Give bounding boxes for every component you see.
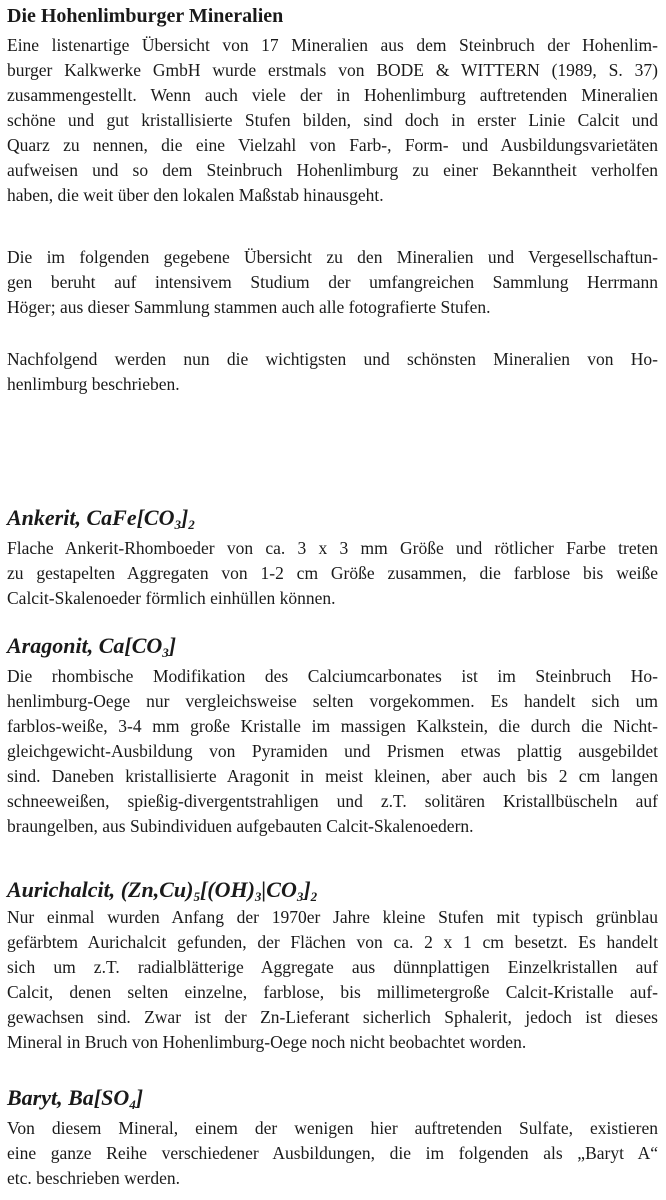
text-line: sich um z.T. radialblätterige Aggregate aus dünnplattigen Einzelkristallen auf [7,957,658,977]
text-line: Die im folgenden gegebene Übersicht zu den Mineralien und Vergesellschaftun- [7,247,658,267]
mineral-name: Ankerit, [7,505,81,530]
text-line: etc. beschrieben werden. [7,1168,180,1188]
text-line: zusammengestellt. Wenn auch viele der in Hohenlimburg auftretenden Mineralien [7,85,658,105]
page-title: Die Hohenlimburger Mineralien [7,5,284,27]
text-line: gefärbtem Aurichalcit gefunden, der Flächen von ca. 2 x 1 cm besetzt. Es handelt [7,932,658,952]
text-line: schöne und gut kristallisierte Stufen bilden, sind doch in erster Linie Calcit und [7,110,658,130]
text-line: eine ganze Reihe verschiedener Ausbildungen, die im folgenden als „Baryt A“ [7,1143,658,1163]
mineral-name: Baryt, [7,1085,63,1110]
mineral-description-ankerit [7,536,658,611]
text-line: gleichgewicht-Ausbildung von Pyramiden und Prismen etwas plattig ausgebildet [7,741,658,761]
text-line: haben, die weit über den lokalen Maßstab hinausgeht. [7,185,384,205]
text-line: Von diesem Mineral, einem der wenigen hier auftretenden Sulfate, existieren [7,1118,658,1138]
mineral-description-aurichalcit [7,905,658,1055]
text-line: Quarz zu nennen, die eine Vielzahl von Farb-, Form- und Ausbildungsvarietäten [7,135,658,155]
text-line: zu gestapelten Aggregaten von 1-2 cm Größe zusammen, die farblose bis weiße [7,563,658,583]
text-line: Eine listenartige Übersicht von 17 Mineralien aus dem Steinbruch der Hohenlim- [7,35,658,55]
mineral-description-aragonit [7,664,658,839]
text-line: schneeweißen, spießig-divergentstrahligen und z.T. solitären Kristallbüscheln auf [7,791,658,811]
mineral-heading-baryt [7,1084,143,1112]
mineral-heading-ankerit [7,504,195,532]
mineral-formula: $Ca[CO_3]$ [98,633,177,660]
intro-paragraph-2 [7,245,658,320]
text-line: Nachfolgend werden nun die wichtigsten und schönsten Mineralien von Ho- [7,349,658,369]
text-line: gewachsen sind. Zwar ist der Zn-Lieferant sicherlich Sphalerit, jedoch ist dieses [7,1007,658,1027]
text-line: aufweisen und so dem Steinbruch Hohenlimburg zu einer Bekanntheit verholfen [7,160,658,180]
text-line: Calcit-Skalenoeder förmlich einhüllen können. [7,588,336,608]
text-line: Calcit, denen selten einzelne, farblose, bis millimetergroße Calcit-Kristalle auf- [7,982,658,1002]
mineral-formula: $CaFe[CO_3]_2$ [86,505,195,532]
mineral-heading-aurichalcit [7,876,317,904]
text-line: farblos-weiße, 3-4 mm große Kristalle im massigen Kalkstein, die durch die Nicht- [7,716,658,736]
text-line: Nur einmal wurden Anfang der 1970er Jahre kleine Stufen mit typisch grünblau [7,907,658,927]
mineral-formula: $Ba[SO_4]$ [68,1085,144,1112]
text-line: henlimburg-Oege nur vergleichsweise selten vorgekommen. Es handelt sich um [7,691,658,711]
text-line: Mineral in Bruch von Hohenlimburg-Oege noch nicht beobachtet worden. [7,1032,527,1052]
intro-paragraph-1 [7,33,658,208]
mineral-name: Aurichalcit, [7,877,116,902]
text-line: gen beruht auf intensivem Studium der umfangreichen Sammlung Herrmann [7,272,658,292]
text-line: sind. Daneben kristallisierte Aragonit in meist kleinen, aber auch bis 2 cm langen [7,766,658,786]
intro-paragraph-3 [7,347,658,397]
text-line: henlimburg beschrieben. [7,374,180,394]
text-line: Flache Ankerit-Rhomboeder von ca. 3 x 3 mm Größe und rötlicher Farbe treten [7,538,658,558]
mineral-heading-aragonit [7,632,176,660]
mineral-description-baryt [7,1116,658,1191]
text-line: Höger; aus dieser Sammlung stammen auch alle fotografierte Stufen. [7,297,491,317]
text-line: braungelben, aus Subindividuen aufgebauten Calcit-Skalenoedern. [7,816,474,836]
text-line: burger Kalkwerke GmbH wurde erstmals von BODE & WITTERN (1989, S. 37) [7,60,658,80]
mineral-formula: $(Zn,Cu)_5[(OH)_3|CO_3]_2$ [120,877,318,904]
text-line: Die rhombische Modifikation des Calciumcarbonates ist im Steinbruch Ho- [7,666,658,686]
mineral-name: Aragonit, [7,633,94,658]
